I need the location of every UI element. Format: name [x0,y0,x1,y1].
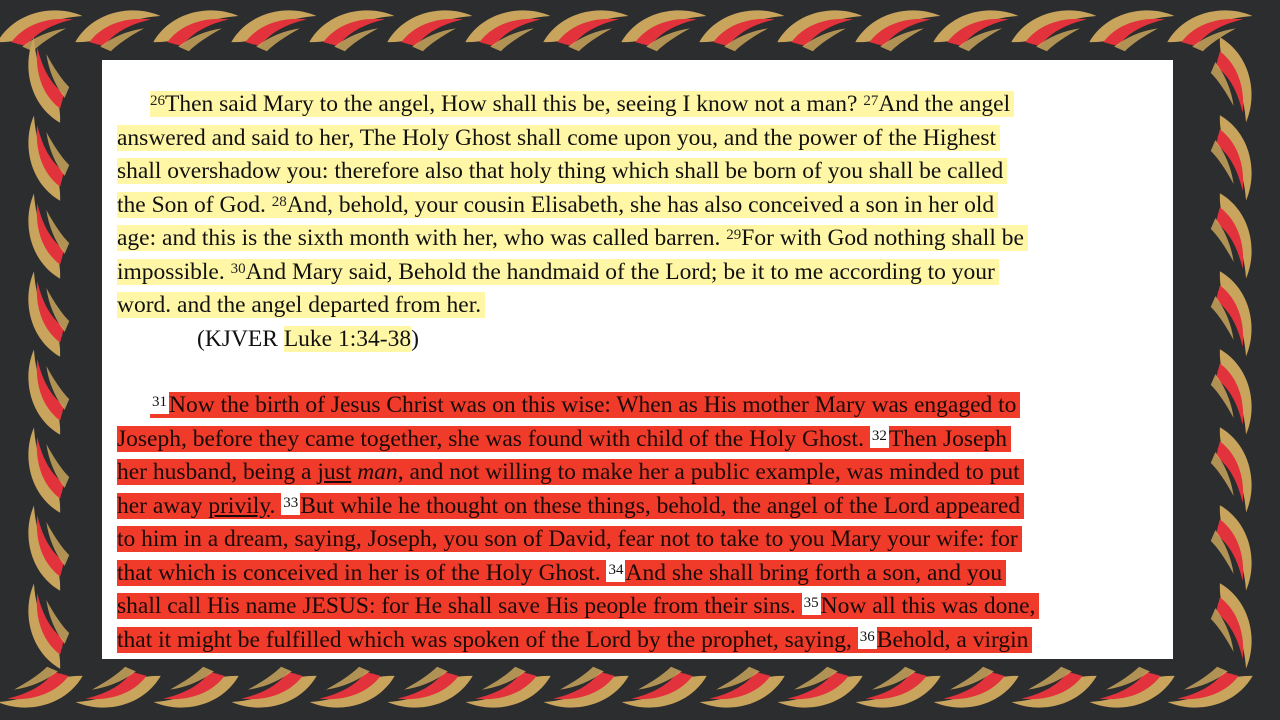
highlighted-text: shall overshadow you: therefore also that holy thing which shall be born of you shall be called [117,158,1007,184]
verse-text: Now all this was done, [820,593,1036,619]
verse-text: And Mary said, Behold the handmaid of the Lord; be it to me according to your [245,258,995,285]
highlighted-text [117,225,1028,251]
highlighted-text [150,392,1020,418]
verse-text: that it might be fulfilled which was spoken of the Lord by the prophet, saying, [117,626,858,653]
leaf-ornament [1164,662,1256,712]
verse-text: And the angel [878,91,1011,117]
highlighted-text [117,426,1011,452]
verse-text: her away [117,492,209,519]
verse-text: age: and this is the sixth month with her, who was called barren. [117,225,727,251]
leaf-ornament [618,6,710,56]
leaf-ornament [852,6,944,56]
verse-number: 34 [606,558,625,582]
verse-text: , and not willing to make her a public example, was minded to put [397,459,1020,485]
leaf-ornament [1206,112,1256,204]
verse-number: 36 [858,625,877,649]
leaf-ornament [774,662,866,712]
verse-line [117,88,1162,122]
verse-number: 35 [802,591,821,615]
verse-text: Now the birth of Jesus Christ was on this wise: When as His mother Mary was engaged to [169,392,1017,418]
verse-line [117,490,1162,524]
verse-text: Then Joseph [888,425,1007,452]
leaf-ornament [1206,268,1256,360]
leaf-ornament [1206,580,1256,672]
verse-text: Behold, a virgin [876,626,1029,653]
leaf-ornament [24,502,74,594]
leaf-ornament [1008,662,1100,712]
leaf-ornament [384,6,476,56]
leaf-ornament [24,268,74,360]
leaf-ornament [72,662,164,712]
leaf-ornament [1206,190,1256,282]
leaf-ornament [1206,346,1256,438]
citation-prefix: (KJVER [197,325,284,352]
verse-number: 26 [150,93,165,109]
leaf-ornament [384,662,476,712]
verse-text: And, behold, your cousin Elisabeth, she has also conceived a son in her old [286,191,995,218]
leaf-ornament [462,662,554,712]
highlighted-text [117,593,1039,619]
verse-line [117,456,1162,490]
leaf-ornament [696,662,788,712]
leaf-ornament [1086,662,1178,712]
leaf-ornament [306,6,398,56]
highlighted-text [117,560,1006,586]
highlighted-text [117,192,998,218]
highlighted-text: answered and said to her, The Holy Ghost shall come upon you, and the power of the Highest [117,125,1000,151]
verse-text: that which is conceived in her is of the Holy Ghost. [117,559,607,586]
verse-line [117,624,1162,658]
leaf-ornament [24,580,74,672]
verse-line [117,289,1162,323]
verse-text: Joseph, before they came together, she was found with child of the Holy Ghost. [117,425,870,452]
verse-line [117,389,1162,423]
leaf-ornament [24,112,74,204]
verse-text: shall call His name JESUS: for He shall save His people from their sins. [117,593,802,619]
leaf-ornament [0,6,86,56]
highlighted-text: word. and the angel departed from her. [117,292,485,318]
scripture-page [102,60,1173,659]
leaf-ornament [0,662,86,712]
verse-number: 30 [230,260,246,277]
highlighted-text [117,493,1024,519]
verse-text: But while he thought on these things, behold, the angel of the Lord appeared [300,492,1021,519]
leaf-ornament [618,662,710,712]
leaf-ornament [930,662,1022,712]
passage-luke [117,88,1162,356]
citation-suffix: ) [411,325,419,352]
leaf-ornament [24,190,74,282]
verse-text: And she shall bring forth a son, and you [625,559,1003,586]
verse-text: Then said Mary to the angel, How shall this be, seeing I know not a man? [165,91,864,117]
leaf-ornament [24,424,74,516]
verse-number: 29 [726,227,742,243]
leaf-ornament [1086,6,1178,56]
verse-line [117,557,1162,591]
leaf-ornament [462,6,554,56]
italic-word: man [357,459,398,485]
leaf-ornament [540,662,632,712]
verse-text: . [269,492,282,519]
verse-line [117,189,1162,223]
highlighted-text [117,627,1032,653]
verse-number: 27 [863,93,879,109]
underlined-word: privily [208,492,270,519]
verse-text: the Son of God. [117,191,272,218]
leaf-ornament [1008,6,1100,56]
verse-number: 31 [150,390,169,414]
leaf-ornament [1206,424,1256,516]
verse-line [117,155,1162,189]
scripture-citation [117,323,1162,357]
leaf-ornament [696,6,788,56]
leaf-ornament [24,346,74,438]
leaf-ornament [1206,34,1256,126]
leaf-ornament [1206,502,1256,594]
verse-line [117,523,1162,557]
verse-text: her husband, being a [117,459,318,485]
verse-number: 32 [870,424,889,448]
verse-line [117,256,1162,290]
leaf-ornament [930,6,1022,56]
underlined-word: just [317,459,352,485]
citation-reference: Luke 1:34-38 [283,325,412,352]
leaf-ornament [228,662,320,712]
leaf-ornament [774,6,866,56]
leaf-ornament [228,6,320,56]
verse-line [117,423,1162,457]
leaf-ornament [150,662,242,712]
verse-text: For with God nothing shall be [741,225,1024,251]
highlighted-text [117,459,1024,485]
verse-number: 28 [271,193,287,210]
passage-matthew [117,389,1162,657]
leaf-ornament [24,34,74,126]
leaf-ornament [540,6,632,56]
verse-line [117,590,1162,624]
highlighted-text [117,259,999,285]
verse-line [117,122,1162,156]
verse-line [117,222,1162,256]
verse-number: 33 [281,491,300,515]
leaf-ornament [852,662,944,712]
leaf-ornament [306,662,398,712]
leaf-ornament [150,6,242,56]
verse-text: impossible. [117,258,231,285]
highlighted-text: to him in a dream, saying, Joseph, you son of David, fear not to take to you Mary your wife: for [117,526,1022,552]
leaf-ornament [1164,6,1256,56]
highlighted-text [150,91,1014,117]
leaf-ornament [72,6,164,56]
